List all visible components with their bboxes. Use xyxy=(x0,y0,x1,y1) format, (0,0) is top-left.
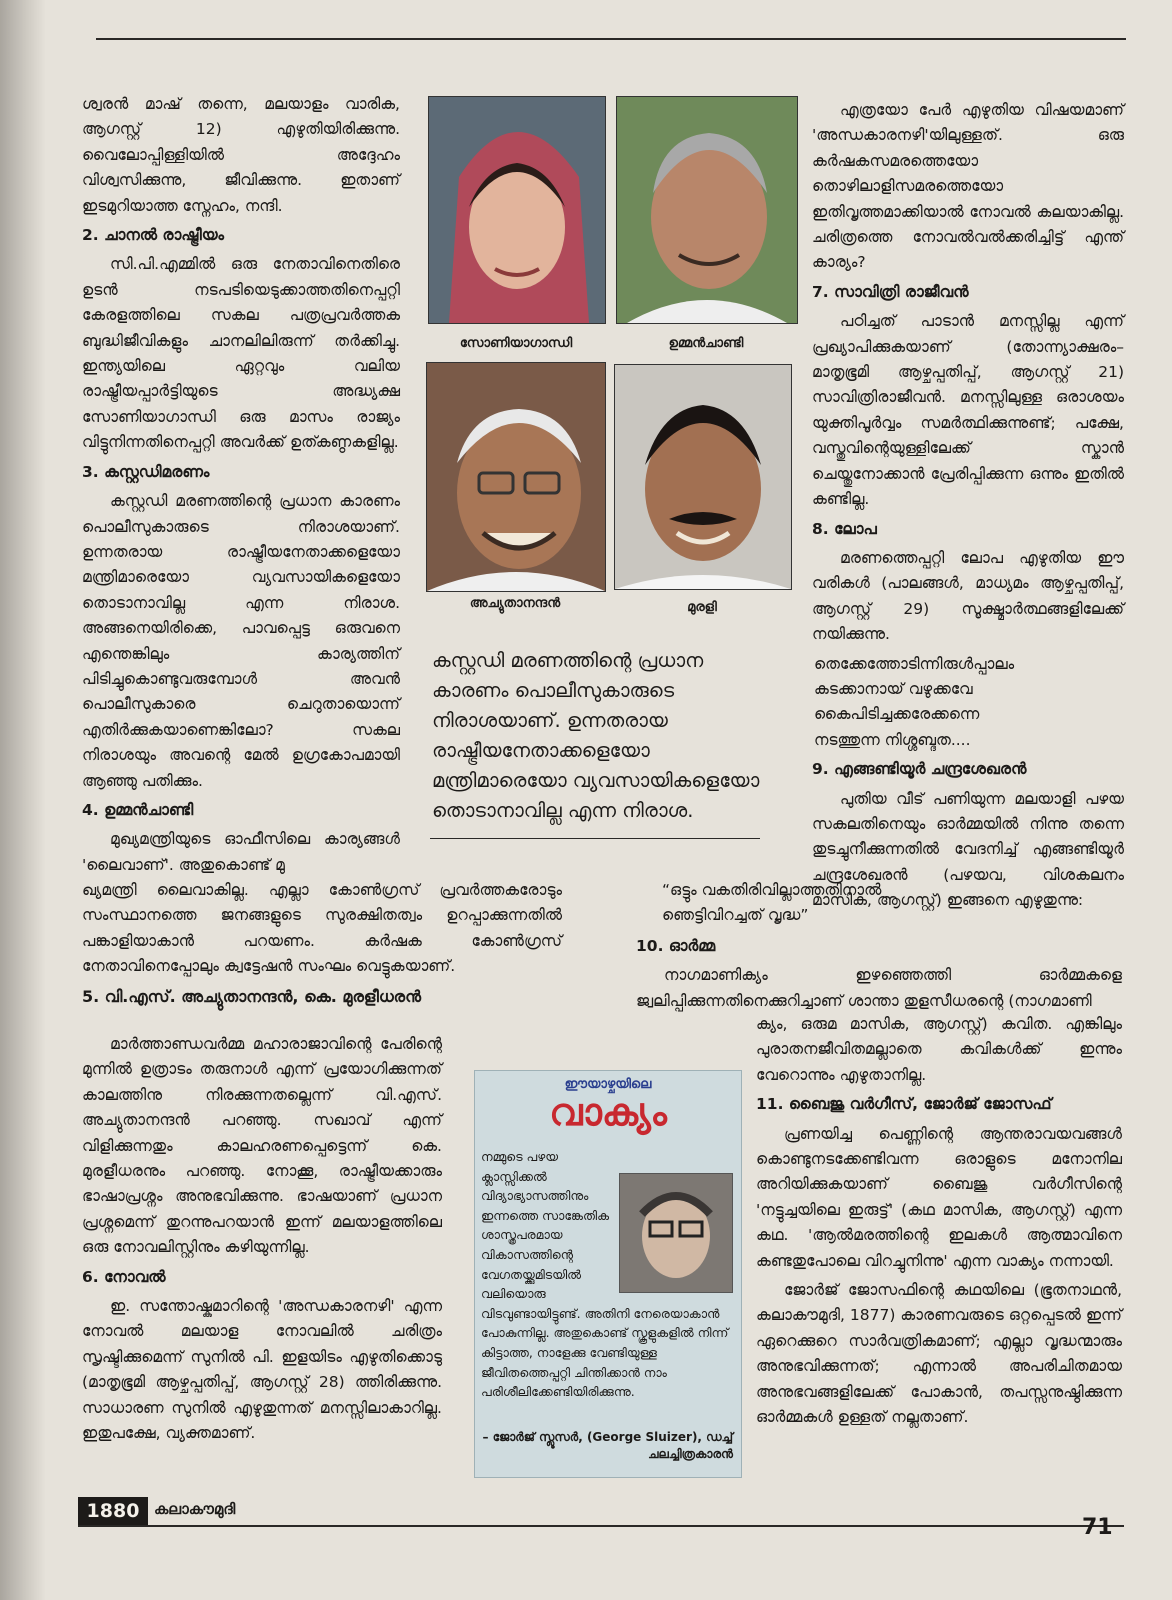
paragraph: ഇ. സന്തോഷ്കുമാറിന്റെ 'അന്ധകാരനഴി' എന്ന നോവൽ മലയാള നോവലിൽ ചരിത്രം സൃഷ്ടിക്കുമെന്ന് സുനിൽ പി. ഇളയിടം എഴുതിക്കൊടു (മാതൃഭൂമി ആഴ്ചപ്പതിപ്പ്, ആഗസ്റ്റ് 28) ത്തിരിക്കുന്നു. സാധാരണ സുനിൽ എഴുതുന്നത് മനസ്സിലാകാറില്ല. ഇതുപക്ഷേ, വ്യക്തമാണ്. xyxy=(82,1297,442,1443)
paragraph: നാഗമാണിക്യം ഇഴഞ്ഞെത്തി ഓർമ്മകളെ ജ്വലിപ്പിക്കുന്നതിനെക്കുറിച്ചാണ് ശാന്താ തുളസീധരന്റെ (നാഗമാണി xyxy=(636,966,1122,1010)
paragraph: മരണത്തെപ്പറ്റി ലോപ എഴുതിയ ഈ വരികൾ (പാലങ്ങൾ, മാധ്യമം ആഴ്ചപ്പതിപ്പ്, ആഗസ്റ്റ് 29) സൂക്ഷ്മാർത്ഥങ്ങളിലേക്ക് നയിക്കുന്നു. xyxy=(812,548,1124,644)
portrait-image xyxy=(429,97,605,323)
box-credit: – ജോർജ് സ്ലൂസർ, (George Sluizer), ഡച്ച് ചലച്ചിത്രകാരൻ xyxy=(482,1430,733,1461)
box-title: വാക്യം xyxy=(549,1090,667,1134)
section-heading: 3. കസ്റ്റഡിമരണം xyxy=(82,462,210,481)
paragraph: ശ്വരൻ മാഷ് തന്നെ, മലയാളം വാരിക, ആഗസ്റ്റ് 12) എഴുതിയിരിക്കുന്നു. വൈലോപ്പിള്ളിയിൽ അദ്ദേഹം വിശ്വസിക്കുന്നു, ജീവിക്കുന്നു. ഇതാണ് ഇടമുറിയാത്ത സ്നേഹം, നന്ദി. xyxy=(82,95,400,215)
paragraph: പ്രണയിച്ച പെണ്ണിന്റെ ആന്തരാവയവങ്ങൾ കൊണ്ടുനടക്കേണ്ടിവന്ന ഒരാളുടെ മനോനില അറിയിക്കുകയാണ് ബൈജു വർഗീസിന്റെ 'നട്ടുച്ചയിലെ ഇരുട്ട്' (കഥ മാസിക, ആഗസ്റ്റ്) എന്ന കഥ. 'ആൽമരത്തിന്റെ ഇലകൾ ആത്മാവിനെ കണ്ടതുപോലെ വിറച്ചുനിന്നു' എന്ന വാക്യം നന്നായി. xyxy=(756,1124,1122,1270)
section-heading: 5. വി.എസ്. അച്യുതാനന്ദൻ, കെ. മുരളീധരൻ xyxy=(82,986,422,1006)
photo-oommen-chandy xyxy=(616,96,798,324)
wide-block xyxy=(82,878,562,1013)
verse-line: കടക്കാനായ് വഴുക്കവേ xyxy=(814,679,973,698)
section-heading: 9. എങ്ങണ്ടിയൂർ ചന്ദ്രശേഖരൻ xyxy=(812,760,1027,779)
paragraph: കസ്റ്റഡി മരണത്തിന്റെ പ്രധാന കാരണം പൊലീസുകാരുടെ നിരാശയാണ്. ഉന്നതരായ രാഷ്ട്രീയനേതാക്കളെയോ മന്ത്രിമാരെയോ വ്യവസായികളെയോ തൊടാനാവില്ല എന്ന നിരാശ. അങ്ങനെയിരിക്കെ, പാവപ്പെട്ട ഒരുവനെ എന്തെങ്കിലും കാര്യത്തിന് പിടിച്ചുകൊണ്ടുവരുമ്പോൾ അവൻ പൊലീസുകാരെ ചെറുതായൊന്ന് എതിർക്കുകയാണെങ്കിലോ? സകല നിരാശയും അവന്റെ മേൽ ഉഗ്രകോപമായി ആഞ്ഞു പതിക്കും. xyxy=(82,492,400,790)
top-rule xyxy=(96,38,1126,40)
box-kicker: ഈയാഴ്ചയിലെ xyxy=(564,1077,652,1092)
verse-line: നടത്തുന്ന നിശ്ശബ്ദത.... xyxy=(814,730,971,749)
quote-of-the-week-box xyxy=(474,1070,742,1478)
paragraph: പഠിച്ചത് പാടാൻ മനസ്സില്ല എന്ന് പ്രഖ്യാപിക്കുകയാണ് (തോന്ന്യാക്ഷരം–മാതൃഭൂമി ആഴ്ചപ്പതിപ്പ്, ആഗസ്റ്റ് 21) സാവിത്രിരാജീവൻ. മനസ്സിലുള്ള ഒരാശയം യുക്തിപൂർവ്വം സമർത്ഥിക്കുന്നുണ്ട്; പക്ഷേ, വസ്തുവിന്റെയുള്ളിലേക്ക് സ്കാൻ ചെയ്തുനോക്കാൻ പ്രേരിപ്പിക്കുന്ന ഒന്നും ഇതിൽ കണ്ടില്ല. xyxy=(812,312,1124,509)
photo-achuthanandan xyxy=(426,362,606,592)
section-heading: 7. സാവിത്രി രാജീവൻ xyxy=(812,282,969,301)
issue-number: 1880 xyxy=(78,1497,148,1525)
paragraph: മാർത്താണ്ഡവർമ്മ മഹാരാജാവിന്റെ പേരിന്റെ മുന്നിൽ ഉത്രാടം തരുനാൾ എന്ന് പ്രയോഗിക്കുന്നത് കാലത്തിനു നിരക്കുന്നതല്ലെന്ന് വി.എസ്. അച്യുതാനന്ദൻ പറഞ്ഞു. സഖാവ് എന്ന് വിളിക്കുന്നതും കാലഹരണപ്പെട്ടെന്ന് കെ. മുരളീധരനും പറഞ്ഞു. നോക്കൂ, രാഷ്ട്രീയക്കാരും ഭാഷാപ്രശ്നം അനുഭവിക്കുന്നു. ഭാഷയാണ് പ്രധാന പ്രശ്നമെന്ന് തുറന്നുപറയാൻ ഇന്ന് മലയാളത്തിലെ ഒരു നോവലിസ്റ്റിനും കഴിയുന്നില്ല. xyxy=(82,1035,442,1257)
section-heading: 6. നോവൽ xyxy=(82,1267,166,1286)
photo-muraleedharan xyxy=(614,364,792,590)
photo-caption: സോണിയാഗാന്ധി xyxy=(459,336,573,351)
pull-quote: കസ്റ്റഡി മരണത്തിന്റെ പ്രധാന കാരണം പൊലീസുകാരുടെ നിരാശയാണ്. ഉന്നതരായ രാഷ്ട്രീയനേതാക്കളെയോ മന്ത്രിമാരെയോ വ്യവസായികളെയോ തൊടാനാവില്ല എന്ന നിരാശ. xyxy=(432,649,760,822)
paragraph: എത്രയോ പേർ എഴുതിയ വിഷയമാണ് 'അന്ധകാരനഴി'യിലുള്ളത്. ഒരു കർഷകസമരത്തെയോ തൊഴിലാളിസമരത്തെയോ ഇതിവൃത്തമാക്കിയാൽ നോവൽ കലയാകില്ല. ചരിത്രത്തെ നോവൽവൽക്കരിച്ചിട്ട് എന്ത് കാര്യം? xyxy=(812,101,1124,272)
quote-lines xyxy=(662,878,962,929)
column-left-lower xyxy=(82,1032,442,1451)
section-heading: 10. ഓർമ്മ xyxy=(636,937,716,955)
portrait-image xyxy=(615,365,791,589)
box-quote-text: നമ്മുടെ പഴയ ക്ലാസ്സിക്കൽ വിദ്യാഭ്യാസത്തിനും ഇന്നത്തെ സാങ്കേതിക ശാസ്ത്രപരമായ വികാസത്തിന്റെ വേഗതയ്ക്കുമിടയിൽ വലിയൊരു വിടവുണ്ടായിട്ടുണ്ട്. അതിനി നേരെയാകാൻ പോകുന്നില്ല. അതുകൊണ്ട് സ്കൂളുകളിൽ നിന്ന് കിട്ടാത്ത, നാളേക്കു വേണ്ടിയുള്ള ജീവിതത്തെപ്പറ്റി ചിന്തിക്കാൻ നാം പരിശീലിക്കേണ്ടിയിരിക്കുന്നു. xyxy=(481,1149,729,1400)
binding-shadow xyxy=(0,0,46,1600)
paragraph: സി.പി.എമ്മിൽ ഒരു നേതാവിനെതിരെ ഉടൻ നടപടിയെടുക്കാത്തതിനെപ്പറ്റി കേരളത്തിലെ സകല പത്രപ്രവർത്തക ബുദ്ധിജീവികളും ചാനലിലിരുന്ന് തർക്കിച്ചു. ഇന്ത്യയിലെ ഏറ്റവും വലിയ രാഷ്ട്രീയപ്പാർട്ടിയുടെ അദ്ധ്യക്ഷ സോണിയാഗാന്ധി ഒരു മാസം രാജ്യം വിട്ടുനിന്നതിനെപ്പറ്റി അവർക്ക് ഉത്കണ്ഠകളില്ല. xyxy=(82,255,400,452)
page-number: 71 xyxy=(1082,1515,1113,1540)
verse-line: കൈപിടിച്ചക്കരേക്കന്നെ xyxy=(814,705,980,724)
photo-caption: മുരളി xyxy=(687,600,717,615)
column-right xyxy=(812,98,1124,918)
section-heading: 2. ചാനൽ രാഷ്ട്രീയം xyxy=(82,226,225,245)
section-heading: 11. ബൈജു വർഗീസ്, ജോർജ് ജോസഫ് xyxy=(756,1095,1052,1114)
column-right-lower xyxy=(756,1012,1122,1435)
portrait-image xyxy=(427,363,605,591)
bottom-rule xyxy=(78,1525,1124,1527)
paragraph: മുഖ്യമന്ത്രിയുടെ ഓഫീസിലെ കാര്യങ്ങൾ 'ലൈവാണ്'. അതുകൊണ്ട് മു xyxy=(82,830,400,874)
verse-line: തെക്കേത്തോടിന്നിരുൾപ്പാലം xyxy=(814,654,1015,673)
pull-quote-rule xyxy=(430,838,760,839)
box-quote xyxy=(481,1147,733,1402)
quote-line: ഞെട്ടിവിറച്ചത് വൃദ്ധ” xyxy=(662,906,809,925)
section-heading: 8. ലോപ xyxy=(812,519,877,538)
photo-sonia-gandhi xyxy=(428,96,606,324)
paragraph: ഖ്യമന്ത്രി ലൈവാകില്ല. എല്ലാ കോൺഗ്രസ് പ്രവർത്തകരോടും സംസ്ഥാനത്തെ ജനങ്ങളുടെ സുരക്ഷിതത്വം ഉറപ്പാക്കുന്നതിൽ പങ്കാളിയാകാൻ പറയണം. കർഷക കോൺഗ്രസ് നേതാവിനെപ്പോലും ക്വട്ടേഷൻ സംഘം വെട്ടുകയാണ്. xyxy=(82,881,562,976)
photo-caption: ഉമ്മൻചാണ്ടി xyxy=(668,336,744,351)
paragraph: ജോർജ് ജോസഫിന്റെ കഥയിലെ (ഭൂതനാഥൻ, കലാകൗമുദി, 1877) കാരണവരുടെ ഒറ്റപ്പെടൽ ഇന്ന് ഏറെക്കുറെ സാർവത്രികമാണ്; എല്ലാ വൃദ്ധന്മാരും അനുഭവിക്കുന്നത്; എന്നാൽ അപരിചിതമായ അനുഭവങ്ങളിലേക്ക് പോകാൻ, തപസ്സനുഷ്ഠിക്കുന്ന ഓർമ്മകൾ ഉള്ളത് നല്ലതാണ്. xyxy=(756,1281,1122,1427)
portrait-image xyxy=(617,97,797,323)
photo-caption: അച്യുതാനന്ദൻ xyxy=(469,596,561,611)
magazine-name: കലാകൗമുദി xyxy=(154,1500,236,1518)
quote-line: “ഒട്ടും വകതിരിവില്ലാത്തതിനാൽ xyxy=(662,881,882,899)
portrait-image xyxy=(620,1174,732,1292)
paragraph: ക്യം, ഒരുമ മാസിക, ആഗസ്റ്റ്) കവിത. എങ്കിലും പുരാതനജീവിതമല്ലാതെ കവികൾക്ക് ഇന്നും വേറൊന്നും എഴുതാനില്ല. xyxy=(756,1015,1122,1084)
column-left xyxy=(82,92,400,882)
quote-photo-george-sluizer xyxy=(619,1173,733,1293)
section-heading: 4. ഉമ്മൻചാണ്ടി xyxy=(82,800,194,819)
paragraph: പുതിയ വീട് പണിയുന്ന മലയാളി പഴയ സകലതിനെയും ഓർമ്മയിൽ നിന്നു തന്നെ തുടച്ചുനീക്കുന്നതിൽ വേദനിച്ച് എങ്ങണ്ടിയൂർ ചന്ദ്രശേഖരൻ (പഴയവ, വിശകലനം മാസിക, ആഗസ്റ്റ്) ഇങ്ങനെ എഴുതുന്നു: xyxy=(812,789,1124,910)
section-10 xyxy=(636,932,1122,1014)
